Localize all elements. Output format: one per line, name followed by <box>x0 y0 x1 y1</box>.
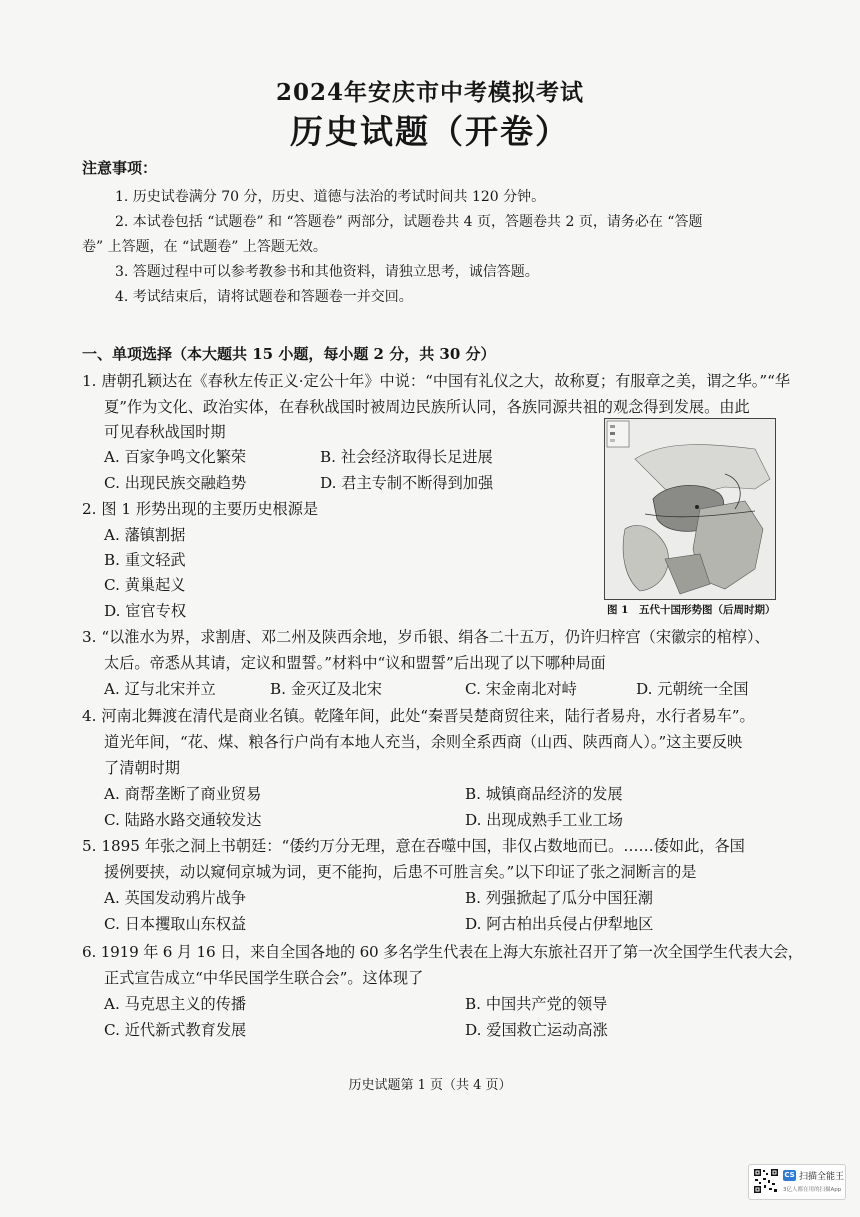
exam-title: 2024年安庆市中考模拟考试 <box>275 79 584 106</box>
question-2-option-d: D. 宦官专权 <box>104 602 187 620</box>
question-1-line-2: 夏”作为文化、政治实体，在春秋战国时被周边民族所认同，各族同源共祖的观念得到发展。由此 <box>104 398 750 416</box>
map-legend-swatch <box>610 425 615 428</box>
scanner-app-name: 扫描全能王 <box>799 1172 845 1182</box>
question-5-option-c: C. 日本攫取山东权益 <box>104 915 247 933</box>
question-5-option-d: D. 阿古柏出兵侵占伊犁地区 <box>465 915 654 933</box>
question-3-option-d: D. 元朝统一全国 <box>636 680 749 698</box>
question-1-option-b: B. 社会经济取得长足进展 <box>320 448 493 466</box>
question-6-option-b: B. 中国共产党的领导 <box>465 995 608 1013</box>
notice-line-1: 1. 历史试卷满分 70 分，历史、道德与法治的考试时间共 120 分钟。 <box>115 189 546 205</box>
map-graphic <box>605 419 775 599</box>
question-6-line-1: 6. 1919 年 6 月 16 日，来自全国各地的 60 多名学生代表在上海大东旅社召开了第一次全国学生代表大会， <box>82 943 803 961</box>
question-3-option-a: A. 辽与北宋并立 <box>104 680 216 698</box>
question-4-option-d: D. 出现成熟手工业工场 <box>465 811 623 829</box>
notice-line-4: 3. 答题过程中可以参考教参书和其他资料，请独立思考，诚信答题。 <box>115 264 539 280</box>
question-1-option-c: C. 出现民族交融趋势 <box>104 474 247 492</box>
question-1-line-3: 可见春秋战国时期 <box>104 423 226 441</box>
scanner-badge <box>748 1164 846 1200</box>
figure-1-caption: 图 1 五代十国形势图（后周时期） <box>607 604 776 616</box>
question-6-option-a: A. 马克思主义的传播 <box>104 995 247 1013</box>
question-2-line-1: 2. 图 1 形势出现的主要历史根源是 <box>82 500 319 518</box>
question-5-option-a: A. 英国发动鸦片战争 <box>104 889 247 907</box>
question-6-option-d: D. 爱国救亡运动高涨 <box>465 1021 608 1039</box>
map-region-southwest <box>623 525 668 591</box>
page-footer: 历史试题第 1 页（共 4 页） <box>348 1078 512 1093</box>
question-2-option-a: A. 藩镇割据 <box>104 526 186 544</box>
question-3-line-2: 太后。帝悉从其请，定议和盟誓。”材料中“议和盟誓”后出现了以下哪种局面 <box>104 654 606 672</box>
notice-line-3: 卷” 上答题，在 “试题卷” 上答题无效。 <box>82 239 327 255</box>
notice-line-5: 4. 考试结束后，请将试题卷和答题卷一并交回。 <box>115 289 413 305</box>
question-4-option-a: A. 商帮垄断了商业贸易 <box>104 785 262 803</box>
question-5-line-1: 5. 1895 年张之洞上书朝廷：“倭约万分无理，意在吞噬中国，非仅占数地而已。……倭如此，各国 <box>82 837 745 855</box>
question-1-line-1: 1. 唐朝孔颖达在《春秋左传正义·定公十年》中说：“中国有礼仪之大，故称夏；有服章之美，谓之华。”“华 <box>82 372 791 390</box>
question-2-option-b: B. 重文轻武 <box>104 551 186 569</box>
question-5-line-2: 援例要挟，动以窥伺京城为词，更不能拘，后患不可胜言矣。”以下印证了张之洞断言的是 <box>104 863 697 881</box>
question-1-option-d: D. 君主专制不断得到加强 <box>320 474 494 492</box>
question-2-option-c: C. 黄巢起义 <box>104 576 186 594</box>
question-6-option-c: C. 近代新式教育发展 <box>104 1021 247 1039</box>
section-heading: 一、单项选择（本大题共 15 小题，每小题 2 分，共 30 分） <box>82 345 496 363</box>
question-3-option-c: C. 宋金南北对峙 <box>465 680 577 698</box>
scanner-tagline: 3亿人都在用的扫描App <box>783 1187 842 1193</box>
question-3-line-1: 3. “以淮水为界，求割唐、邓二州及陕西余地，岁币银、绢各二十五万，仍许归梓宫（宋徽宗的棺椁）、 <box>82 628 770 646</box>
question-4-line-1: 4. 河南北舞渡在清代是商业名镇。乾隆年间，此处“秦晋吴楚商贸往来，陆行者易舟，水行者易车”。 <box>82 707 755 725</box>
exam-subtitle: 历史试题（开卷） <box>290 112 570 151</box>
question-1-option-a: A. 百家争鸣文化繁荣 <box>104 448 247 466</box>
notice-line-2: 2. 本试卷包括 “试题卷” 和 “答题卷” 两部分，试题卷共 4 页，答题卷共 2 页，请务必在 “答题 <box>115 214 703 230</box>
question-6-line-2: 正式宣告成立“中华民国学生联合会”。这体现了 <box>104 969 424 987</box>
question-4-line-3: 了清朝时期 <box>104 759 180 777</box>
question-5-option-b: B. 列强掀起了瓜分中国狂潮 <box>465 889 653 907</box>
five-dynasties-map <box>604 418 776 600</box>
question-4-option-b: B. 城镇商品经济的发展 <box>465 785 623 803</box>
question-3-option-b: B. 金灭辽及北宋 <box>270 680 382 698</box>
map-city-marker <box>695 505 699 509</box>
scanner-logo: CS <box>784 1171 795 1179</box>
map-legend-swatch <box>610 432 615 435</box>
notice-heading: 注意事项： <box>82 159 158 177</box>
question-4-line-2: 道光年间，“花、煤、粮各行户尚有本地人充当，余则全系西商（山西、陕西商人）。”这主要反映 <box>104 733 743 751</box>
qr-code-icon <box>753 1168 779 1194</box>
question-4-option-c: C. 陆路水路交通较发达 <box>104 811 262 829</box>
map-legend-swatch <box>610 439 615 442</box>
